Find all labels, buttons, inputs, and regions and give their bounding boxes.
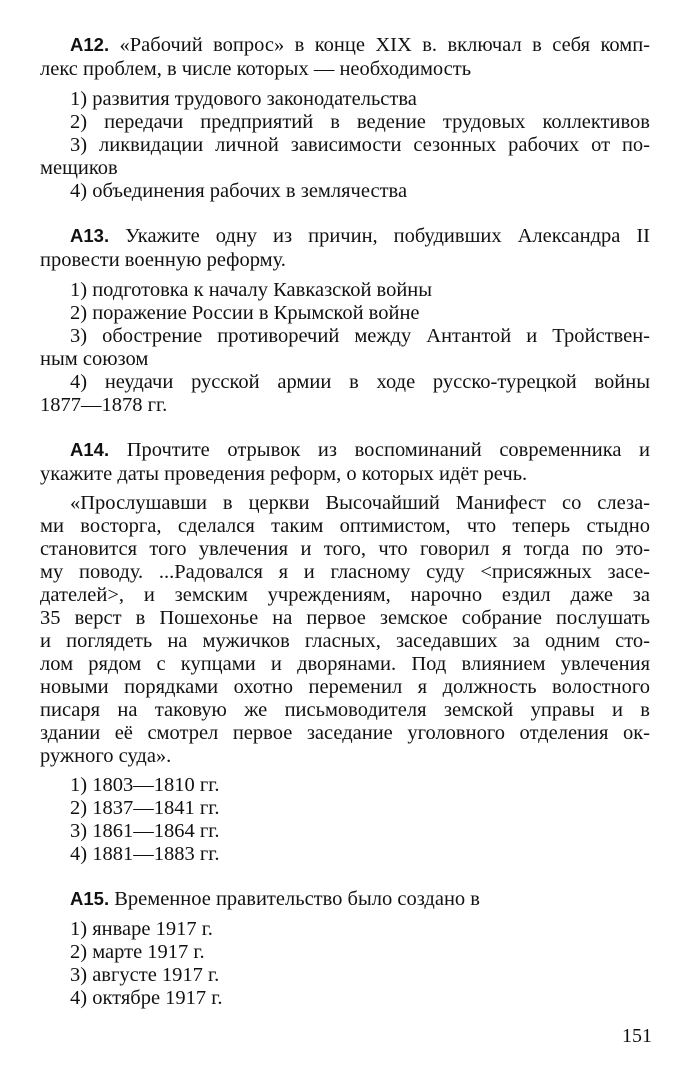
answer-option: 1) подготовка к началу Кавказской войны xyxy=(70,279,433,301)
quote-line: дателей>, и земским учреждениям, нарочно ездил даже за xyxy=(40,584,650,606)
question-a15-line-1: А15. Временное правительство было создано в xyxy=(70,888,480,910)
quote-line: 35 верст в Пошехонье на первое земское собрание послушать xyxy=(40,607,650,629)
answer-option-continuation: ным союзом xyxy=(40,348,149,370)
answer-option: 2) марте 1917 г. xyxy=(70,941,205,963)
quote-line: здании её смотрел первое заседание уголовного отделения ок- xyxy=(40,722,650,744)
answer-option: 1) развития трудового законодательства xyxy=(70,88,417,110)
answer-option: 2) 1837—1841 гг. xyxy=(70,797,220,819)
question-number: А13. xyxy=(70,225,110,246)
answer-option: 4) 1881—1883 гг. xyxy=(70,843,220,865)
question-a12-line-2: лекс проблем, в числе которых — необходимость xyxy=(40,58,472,80)
quote-line: лом рядом с купцами и дворянами. Под влиянием увлечения xyxy=(40,653,650,675)
answer-option: 3) августе 1917 г. xyxy=(70,964,220,986)
quote-line: ми восторга, сделался таким оптимистом, что теперь стыдно xyxy=(40,515,650,537)
quote-line: му поводу. ...Радовался я и гласному суду <присяжных засе- xyxy=(40,561,650,583)
answer-option: 3) обострение противоречий между Антантой и Тройствен- xyxy=(70,325,650,347)
quote-line: писаря на таковую же письмоводителя земской управы и в xyxy=(40,699,650,721)
quote-line: ружного суда». xyxy=(40,745,172,767)
answer-option: 4) объединения рабочих в землячества xyxy=(70,180,408,202)
question-a13-line-2: провести военную реформу. xyxy=(40,249,286,271)
question-a13-line-1: А13. Укажите одну из причин, побудивших Александра II xyxy=(70,225,650,247)
answer-option: 1) 1803—1810 гг. xyxy=(70,774,220,796)
quote-line: и поглядеть на мужичков гласных, заседавших за одним сто- xyxy=(40,630,650,652)
question-a14-line-2: укажите даты проведения реформ, о которых идёт речь. xyxy=(40,463,528,485)
answer-option: 4) октябре 1917 г. xyxy=(70,987,223,1009)
question-number: А14. xyxy=(70,439,110,460)
answer-option-continuation: мещиков xyxy=(40,157,118,179)
question-a12-line-1: А12. «Рабочий вопрос» в конце XIX в. включал в себя комп- xyxy=(70,34,651,56)
answer-option: 2) поражение России в Крымской войне xyxy=(70,302,420,324)
answer-option: 3) ликвидации личной зависимости сезонных рабочих от по- xyxy=(70,134,650,156)
answer-option: 4) неудачи русской армии в ходе русско-турецкой войны xyxy=(70,371,650,393)
page-number: 151 xyxy=(622,1025,652,1047)
question-a14-line-1: А14. Прочтите отрывок из воспоминаний современника и xyxy=(70,439,651,461)
answer-option: 1) январе 1917 г. xyxy=(70,918,213,940)
answer-option: 3) 1861—1864 гг. xyxy=(70,820,220,842)
answer-option-continuation: 1877—1878 гг. xyxy=(40,394,168,416)
question-number: А15. xyxy=(70,888,110,909)
question-number: А12. xyxy=(70,34,110,55)
quote-line: становится того увлечения и того, что говорил я тогда по это- xyxy=(40,538,650,560)
answer-option: 2) передачи предприятий в ведение трудовых коллективов xyxy=(70,111,650,133)
quote-line: новыми порядками охотно переменил я должность волостного xyxy=(40,676,650,698)
quote-line: «Прослушавши в церкви Высочайший Манифест со слеза- xyxy=(70,492,650,514)
